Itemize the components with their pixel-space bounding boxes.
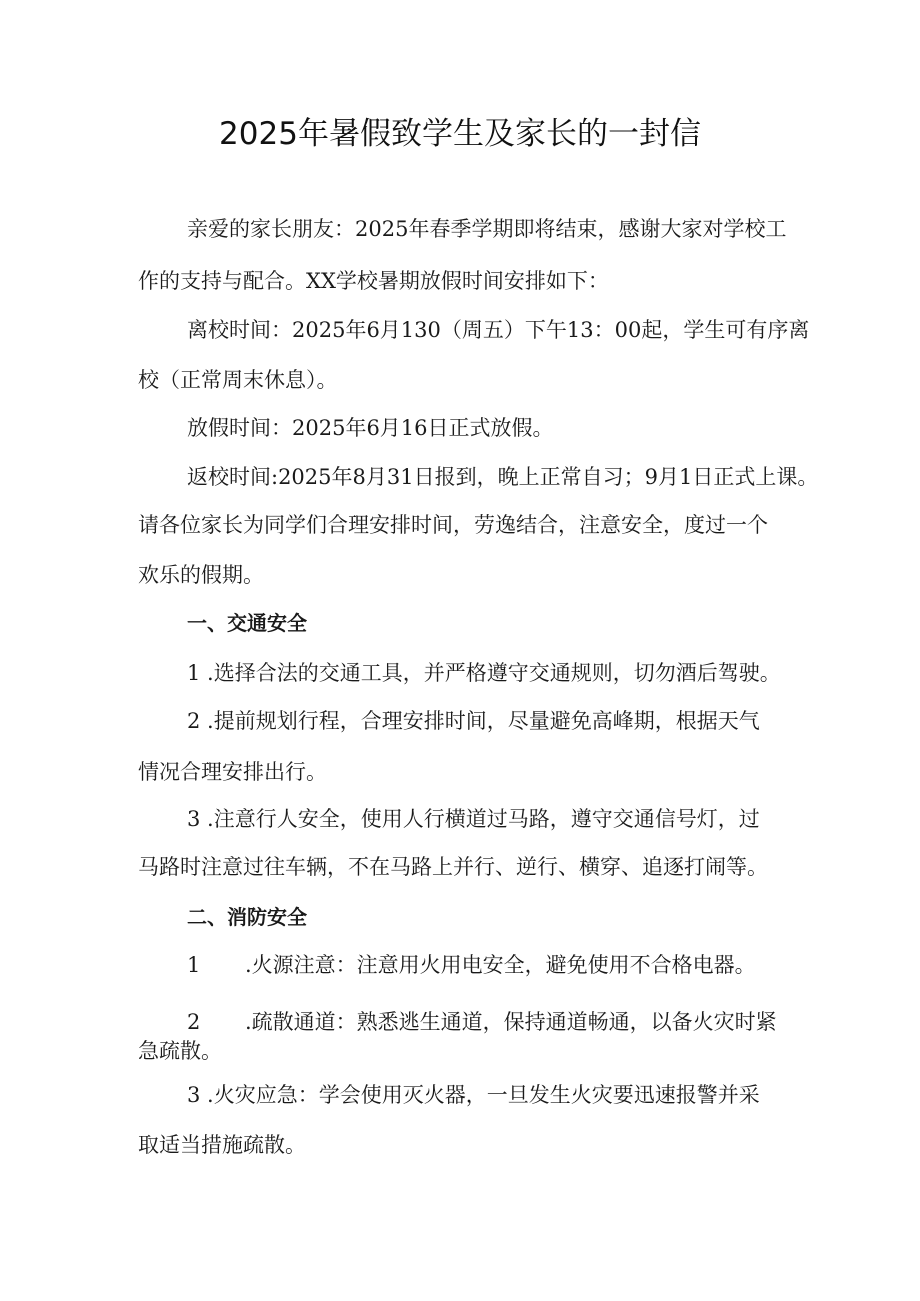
fire-item-2-line-2: 急疏散。	[138, 1039, 222, 1063]
leave-time-line-2: 校（正常周末休息）。	[138, 368, 338, 392]
intro-line-1: 亲爱的家长朋友：2025年春季学期即将结束，感谢大家对学校工	[187, 217, 787, 241]
return-time-line-3: 欢乐的假期。	[138, 563, 264, 587]
fire-item-2-text: .疏散通道：熟悉逃生通道，保持通道畅通，以备火灾时紧	[245, 1010, 777, 1034]
section-traffic-heading: 一、交通安全	[187, 611, 307, 635]
return-time-line-2: 请各位家长为同学们合理安排时间，劳逸结合，注意安全，度过一个	[138, 513, 768, 537]
intro-line-2: 作的支持与配合。XX学校暑期放假时间安排如下：	[138, 269, 609, 293]
fire-item-1-text: .火源注意：注意用火用电安全，避免使用不合格电器。	[245, 953, 756, 977]
return-time-line-1: 返校时间:2025年8月31日报到，晚上正常自习；9月1日正式上课。	[187, 465, 819, 489]
traffic-item-3-line-1: 3 .注意行人安全，使用人行横道过马路，遵守交通信号灯，过	[187, 807, 760, 831]
leave-time-line-1: 离校时间：2025年6月130（周五）下午13：00起，学生可有序离	[187, 318, 810, 342]
traffic-item-2-line-2: 情况合理安排出行。	[138, 760, 327, 784]
traffic-item-2-line-1: 2 .提前规划行程，合理安排时间，尽量避免高峰期，根据天气	[187, 709, 760, 733]
traffic-item-3-line-2: 马路时注意过往车辆，不在马路上并行、逆行、横穿、追逐打闹等。	[138, 855, 768, 879]
section-fire-heading: 二、消防安全	[187, 905, 307, 929]
fire-item-3-line-2: 取适当措施疏散。	[138, 1133, 306, 1157]
page-title: 2025年暑假致学生及家长的一封信	[219, 116, 701, 152]
fire-item-3-line-1: 3 .火灾应急：学会使用灭火器，一旦发生火灾要迅速报警并采	[187, 1083, 760, 1107]
holiday-time: 放假时间：2025年6月16日正式放假。	[187, 416, 554, 440]
traffic-item-1: 1 .选择合法的交通工具，并严格遵守交通规则，切勿酒后驾驶。	[187, 661, 781, 685]
fire-item-1-number: 1	[187, 953, 201, 977]
fire-item-2-number: 2	[187, 1010, 201, 1034]
